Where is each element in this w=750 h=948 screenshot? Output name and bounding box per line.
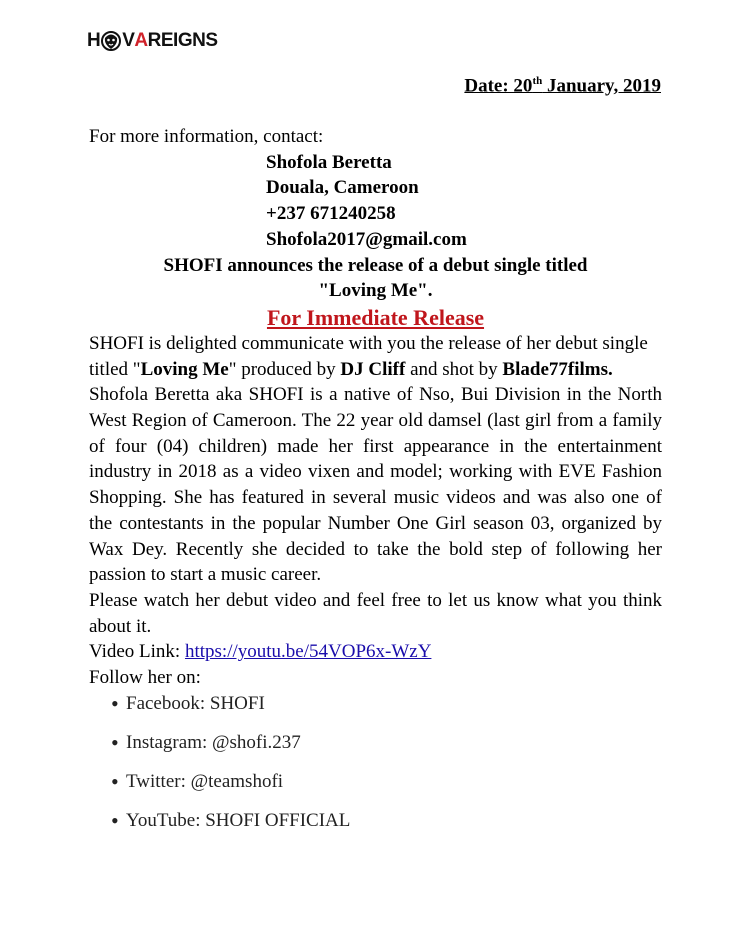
contact-email: Shofola2017@gmail.com	[266, 228, 467, 250]
intro-text-3: and shot by	[405, 358, 503, 380]
date-rest: January, 2019	[542, 75, 661, 97]
video-link-line	[89, 639, 662, 665]
date-prefix: Date: 20	[464, 75, 533, 97]
contact-block	[89, 150, 662, 253]
social-item-facebook: • Facebook: SHOFI	[111, 691, 662, 717]
logo-letter-h: H	[87, 30, 101, 51]
contact-intro: For more information, contact:	[89, 126, 324, 147]
logo-letter-v: V	[122, 30, 135, 51]
video-link-label: Video Link:	[89, 641, 185, 663]
date-suffix-sup: th	[532, 75, 543, 87]
hovareigns-logo	[87, 26, 218, 56]
video-link[interactable]: https://youtu.be/54VOP6x-WzY	[184, 641, 432, 663]
follow-label: Follow her on:	[89, 667, 201, 689]
contact-name: Shofola Beretta	[266, 151, 392, 173]
logo-word-reigns: REIGNS	[147, 30, 218, 51]
immediate-release-heading: For Immediate Release	[266, 304, 485, 330]
social-list	[89, 691, 662, 834]
video-director: Blade77films.	[502, 358, 613, 380]
press-release-body	[89, 124, 662, 847]
lion-icon	[101, 30, 121, 52]
headline-line-2: "Loving Me".	[318, 280, 433, 302]
bio-paragraph: Shofola Beretta aka SHOFI is a native of Nso, Bui Division in the North West Region of Cameroon. The 22 year old damsel (last girl from a family of four (04) children) made her first appearance in the entertainment industry in 2018 as a video vixen and model; working with EVE Fashion Shopping. She has featured in several music videos and was also one of the contestants in the popular Number One Girl season 03, organized by Wax Dey. Recently she decided to take the bold step of following her passion to start a music career.	[89, 384, 662, 586]
intro-paragraph	[89, 331, 662, 382]
contact-location: Douala, Cameroon	[266, 177, 419, 199]
song-title: Loving Me	[140, 358, 229, 380]
watch-paragraph: Please watch her debut video and feel free to let us know what you think about it.	[89, 589, 662, 637]
social-item-twitter: • Twitter: @teamshofi	[111, 769, 662, 795]
release-date	[464, 75, 661, 97]
contact-phone: +237 671240258	[266, 203, 396, 225]
logo-letter-a: A	[134, 30, 148, 51]
social-item-youtube: • YouTube: SHOFI OFFICIAL	[111, 808, 662, 834]
intro-text-2: " produced by	[228, 358, 341, 380]
intro-text-1: SHOFI is delighted communicate with you the release of her debut single titled "	[89, 332, 648, 380]
headline-line-1: SHOFI announces the release of a debut single titled	[163, 254, 588, 276]
social-item-instagram: • Instagram: @shofi.237	[111, 730, 662, 756]
producer-name: DJ Cliff	[340, 358, 406, 380]
